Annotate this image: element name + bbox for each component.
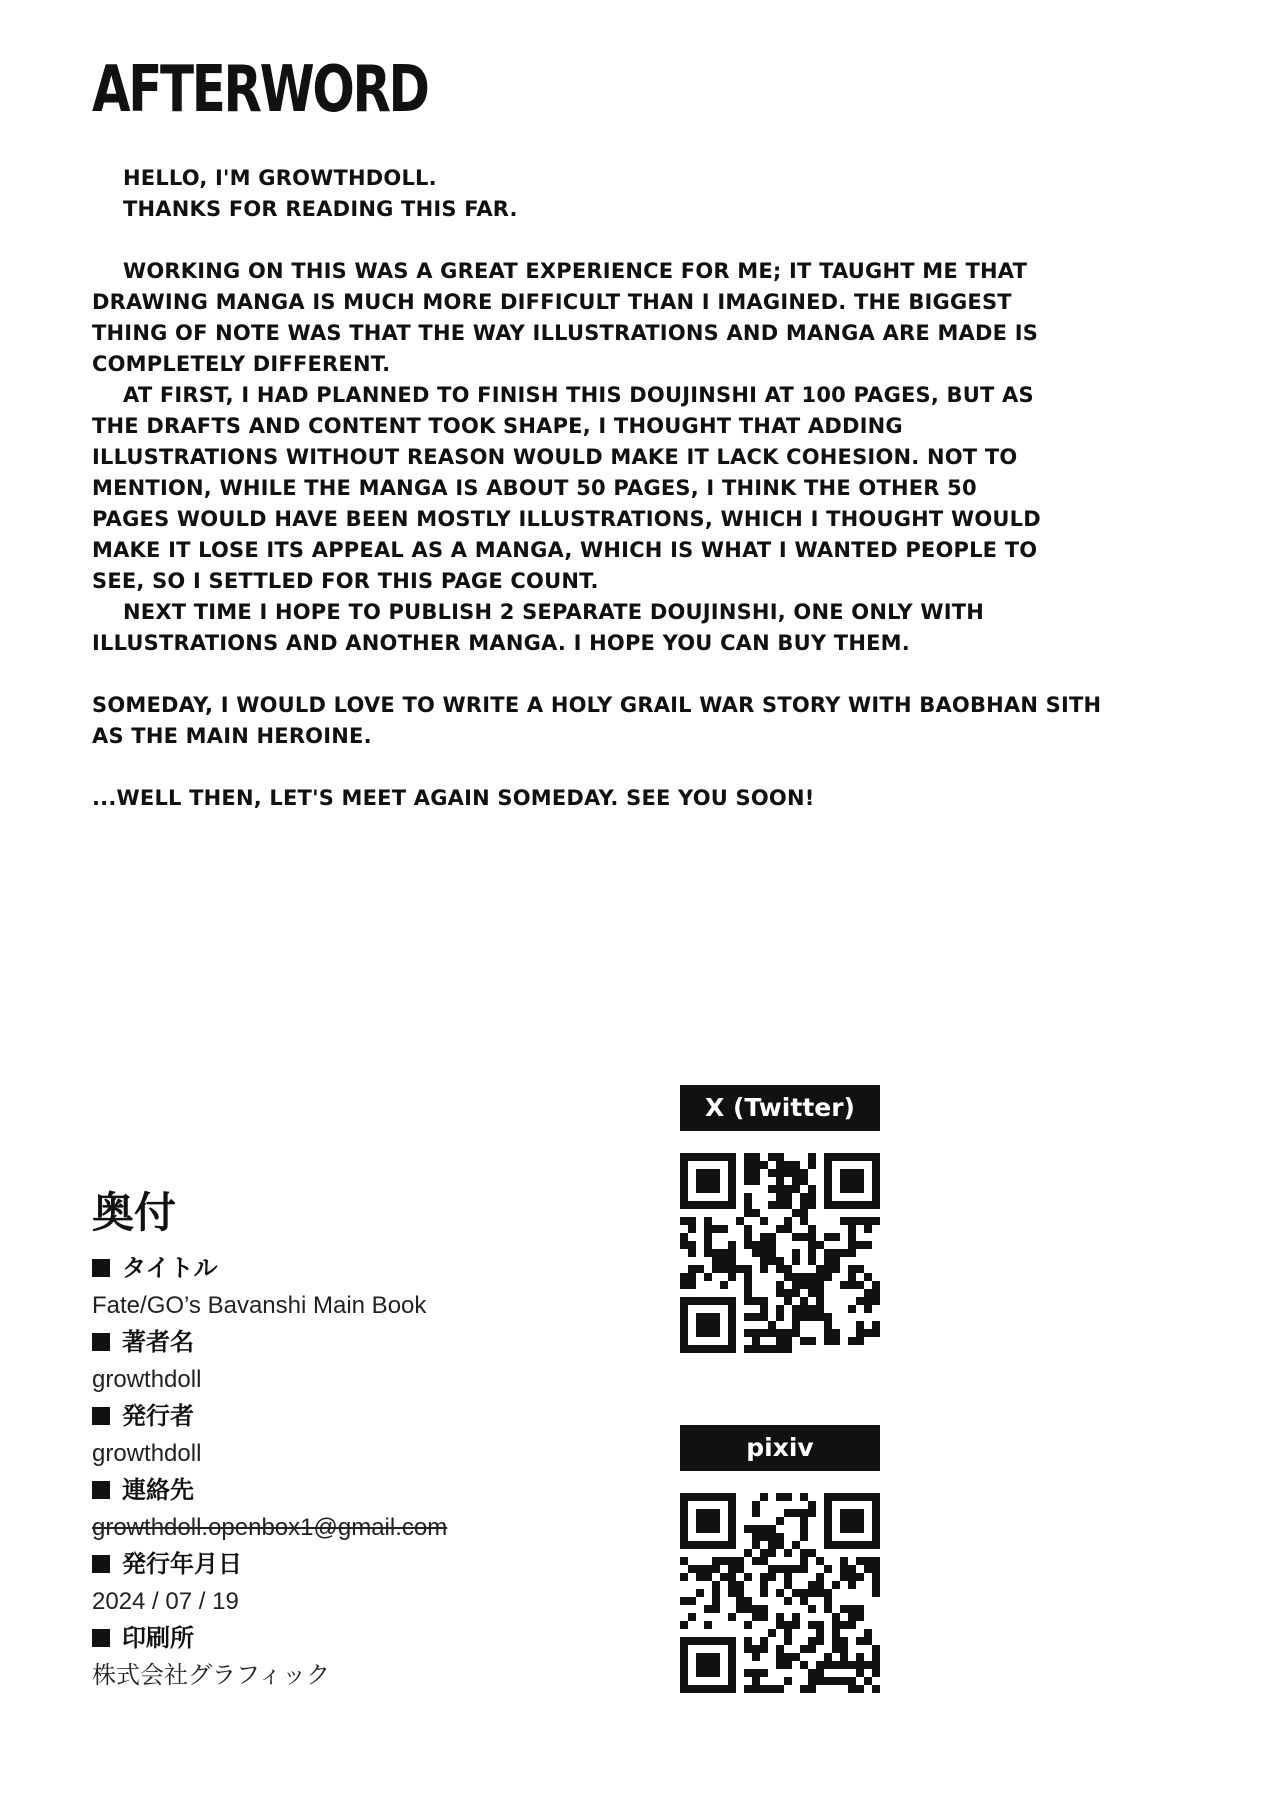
afterword-line: THING OF NOTE WAS THAT THE WAY ILLUSTRATIONS AND MANGA ARE MADE IS bbox=[92, 321, 1039, 345]
colophon-publisher-value: growthdoll bbox=[92, 1440, 202, 1467]
colophon-publisher-label: 発行者 bbox=[92, 1398, 447, 1435]
afterword-line: NEXT TIME I HOPE TO PUBLISH 2 SEPARATE DOUJINSHI, ONE ONLY WITH bbox=[123, 600, 985, 624]
colophon-date-value: 2024 / 07 / 19 bbox=[92, 1588, 239, 1615]
afterword-title: AFTERWORD bbox=[92, 53, 428, 127]
afterword-blank-line bbox=[92, 659, 1212, 690]
twitter-qr-block bbox=[680, 1085, 880, 1357]
afterword-line: SEE, SO I SETTLED FOR THIS PAGE COUNT. bbox=[92, 569, 599, 593]
square-bullet-icon bbox=[92, 1333, 110, 1351]
square-bullet-icon bbox=[92, 1259, 110, 1277]
afterword-blank-line bbox=[92, 752, 1212, 783]
colophon-printer-label: 印刷所 bbox=[92, 1620, 447, 1657]
afterword-line: COMPLETELY DIFFERENT. bbox=[92, 352, 391, 376]
afterword-line: MAKE IT LOSE ITS APPEAL AS A MANGA, WHICH IS WHAT I WANTED PEOPLE TO bbox=[92, 538, 1038, 562]
square-bullet-icon bbox=[92, 1481, 110, 1499]
afterword-line: ILLUSTRATIONS WITHOUT REASON WOULD MAKE IT LACK COHESION. NOT TO bbox=[92, 445, 1018, 469]
colophon-contact-label: 連絡先 bbox=[92, 1472, 447, 1509]
square-bullet-icon bbox=[92, 1555, 110, 1573]
afterword-line: PAGES WOULD HAVE BEEN MOSTLY ILLUSTRATIONS, WHICH I THOUGHT WOULD bbox=[92, 507, 1041, 531]
colophon-date-label: 発行年月日 bbox=[92, 1546, 447, 1583]
colophon-author-value: growthdoll bbox=[92, 1366, 202, 1393]
afterword-line: ILLUSTRATIONS AND ANOTHER MANGA. I HOPE YOU CAN BUY THEM. bbox=[92, 631, 910, 655]
afterword-blank-line bbox=[92, 225, 1212, 256]
colophon-contact-value: growthdoll.openbox1@gmail.com bbox=[92, 1514, 448, 1541]
colophon-heading: 奥付 bbox=[92, 1188, 177, 1237]
colophon-author-label: 著者名 bbox=[92, 1324, 447, 1361]
square-bullet-icon bbox=[92, 1629, 110, 1647]
pixiv-qr-block bbox=[680, 1425, 880, 1697]
pixiv-qr-label: pixiv bbox=[680, 1425, 880, 1471]
colophon-title-label: タイトル bbox=[92, 1250, 447, 1287]
afterword-line: MENTION, WHILE THE MANGA IS ABOUT 50 PAGES, I THINK THE OTHER 50 bbox=[92, 476, 977, 500]
twitter-qr-label: X (Twitter) bbox=[680, 1085, 880, 1131]
colophon-printer-value: 株式会社グラフィック bbox=[92, 1661, 331, 1689]
afterword-body bbox=[92, 163, 1212, 814]
pixiv-qr-code[interactable] bbox=[680, 1493, 880, 1693]
twitter-qr-code[interactable] bbox=[680, 1153, 880, 1353]
afterword-line: THANKS FOR READING THIS FAR. bbox=[123, 197, 518, 221]
afterword-line: ...WELL THEN, LET'S MEET AGAIN SOMEDAY. SEE YOU SOON! bbox=[92, 786, 815, 810]
afterword-line: AT FIRST, I HAD PLANNED TO FINISH THIS DOUJINSHI AT 100 PAGES, BUT AS bbox=[123, 383, 1034, 407]
afterword-line: HELLO, I'M GROWTHDOLL. bbox=[123, 166, 437, 190]
afterword-line: THE DRAFTS AND CONTENT TOOK SHAPE, I THOUGHT THAT ADDING bbox=[92, 414, 903, 438]
colophon bbox=[92, 1250, 447, 1694]
square-bullet-icon bbox=[92, 1407, 110, 1425]
afterword-line: WORKING ON THIS WAS A GREAT EXPERIENCE FOR ME; IT TAUGHT ME THAT bbox=[123, 259, 1028, 283]
colophon-title-value: Fate/GO’s Bavanshi Main Book bbox=[92, 1292, 427, 1319]
afterword-line: SOMEDAY, I WOULD LOVE TO WRITE A HOLY GRAIL WAR STORY WITH BAOBHAN SITH bbox=[92, 693, 1102, 717]
afterword-line: AS THE MAIN HEROINE. bbox=[92, 724, 372, 748]
afterword-line: DRAWING MANGA IS MUCH MORE DIFFICULT THAN I IMAGINED. THE BIGGEST bbox=[92, 290, 1012, 314]
